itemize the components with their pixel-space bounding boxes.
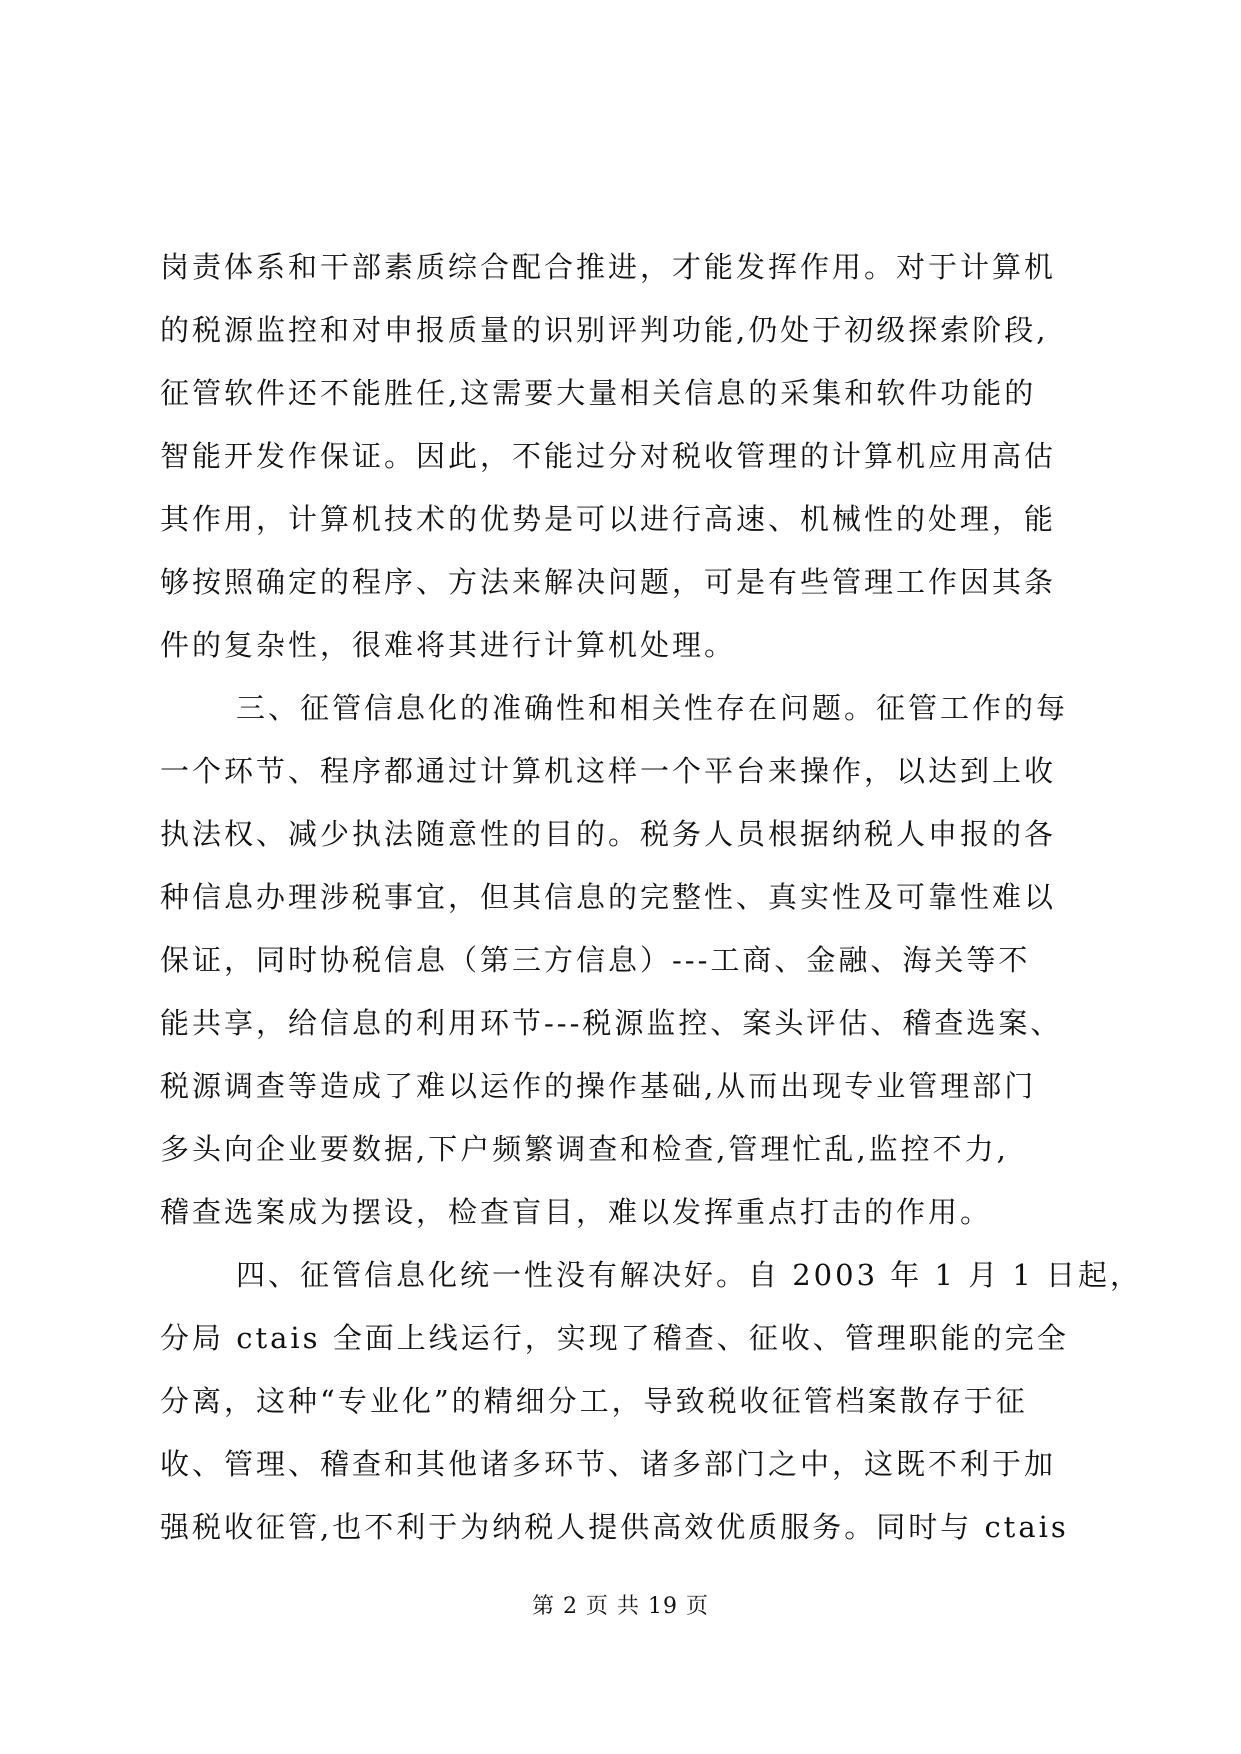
text-line: 多头向企业要数据,下户频繁调查和检查,管理忙乱,监控不力, [160, 1132, 1009, 1166]
text-line: 一个环节、程序都通过计算机这样一个平台来操作，以达到上收 [160, 754, 1057, 788]
text-line: 征管软件还不能胜任,这需要大量相关信息的采集和软件功能的 [160, 376, 1037, 410]
text-line: 分局 ctais 全面上线运行，实现了稽查、征收、管理职能的完全 [160, 1321, 1069, 1355]
paragraph-start-line: 三、征管信息化的准确性和相关性存在问题。征管工作的每 [236, 691, 1069, 725]
text-line: 够按照确定的程序、方法来解决问题，可是有些管理工作因其条 [160, 565, 1057, 599]
text-line: 保证，同时协税信息（第三方信息）---工商、金融、海关等不 [160, 943, 1031, 977]
text-line: 税源调查等造成了难以运作的操作基础,从而出现专业管理部门 [160, 1069, 1037, 1103]
paragraph-start-line: 四、征管信息化统一性没有解决好。自 2003 年 1 月 1 日起， [236, 1258, 1143, 1292]
text-line: 智能开发作保证。因此，不能过分对税收管理的计算机应用高估 [160, 439, 1057, 473]
text-line: 能共享，给信息的利用环节---税源监控、案头评估、稽查选案、 [160, 1006, 1063, 1040]
text-line: 稽查选案成为摆设，检查盲目，难以发挥重点打击的作用。 [160, 1195, 993, 1229]
text-line: 件的复杂性，很难将其进行计算机处理。 [160, 628, 737, 662]
text-line: 强税收征管,也不利于为纳税人提供高效优质服务。同时与 ctais [160, 1510, 1069, 1544]
text-line: 的税源监控和对申报质量的识别评判功能,仍处于初级探索阶段, [160, 313, 1049, 347]
text-line: 岗责体系和干部素质综合配合推进，才能发挥作用。对于计算机 [160, 250, 1057, 284]
text-line: 其作用，计算机技术的优势是可以进行高速、机械性的处理，能 [160, 502, 1057, 536]
text-line: 执法权、减少执法随意性的目的。税务人员根据纳税人申报的各 [160, 817, 1057, 851]
document-body [160, 236, 1143, 1559]
text-line: 分离，这种“专业化”的精细分工，导致税收征管档案散存于征 [160, 1384, 1028, 1418]
text-line: 收、管理、稽查和其他诸多环节、诸多部门之中，这既不利于加 [160, 1447, 1057, 1481]
text-line: 种信息办理涉税事宜，但其信息的完整性、真实性及可靠性难以 [160, 880, 1057, 914]
page-number-footer: 第 2 页 共 19 页 [532, 1594, 709, 1619]
